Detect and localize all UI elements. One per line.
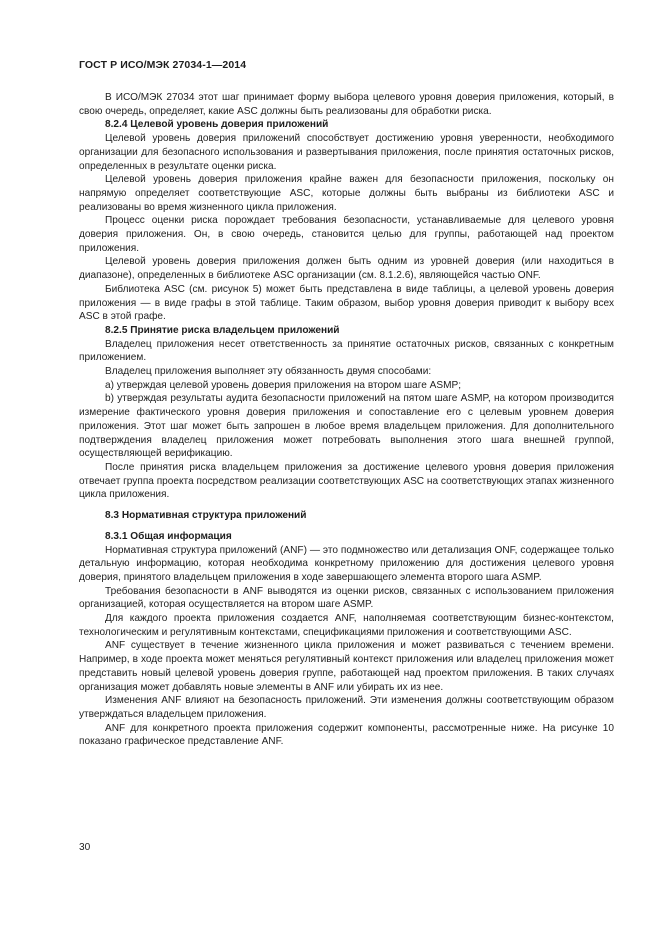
paragraph: Изменения ANF влияют на безопасность приложений. Эти изменения должны соответствующим образом утверждаться владельцем приложения. [79, 695, 614, 720]
paragraph: Для каждого проекта приложения создается ANF, наполняемая соответствующим бизнес-контекстом, технологическим и регулятивным контекстами, спецификациями приложения и соответствующими ASC. [79, 613, 614, 638]
paragraph: Целевой уровень доверия приложения крайне важен для безопасности приложения, поскольку он напрямую определяет соответствующие ASC, которые должны быть выбраны из библиотеки ASC и реализованы во время жизненного цикла приложения. [79, 174, 614, 213]
paragraph: ANF для конкретного проекта приложения содержит компоненты, рассмотренные ниже. На рисунке 10 показано графическое представление ANF. [79, 722, 614, 748]
section-heading-8-2-4: 8.2.4 Целевой уровень доверия приложений [105, 119, 329, 131]
section-heading-8-3-1: 8.3.1 Общая информация [105, 530, 232, 542]
list-item-b: b) утверждая результаты аудита безопасности приложений на пятом шаге ASMP, на котором производится измерение фактического уровня доверия приложения и сопоставление его с целевым уровнем доверия приложения. Этот шаг может быть запрошен в любое время владельцем приложения. Для дополнительного подтверждения владелец приложения может потребовать выполнения этого шага внешней группой, осуществляющей верификацию. [79, 393, 614, 460]
paragraph: Нормативная структура приложений (ANF) — это подмножество или детализация ONF, содержащее только детальную информацию, которая необходима конкретному приложению для достижения целевого уровня доверия, принятого владельцем приложения в ходе завершающего элемента второго шага ASMP. [79, 544, 614, 583]
paragraph: Владелец приложения несет ответственность за принятие остаточных рисков, связанных с конкретным приложением. [79, 338, 614, 364]
section-heading-8-3: 8.3 Нормативная структура приложений [105, 510, 307, 522]
section-heading-8-2-5: 8.2.5 Принятие риска владельцем приложений [105, 324, 340, 336]
paragraph: Целевой уровень доверия приложений способствует достижению уровня уверенности, необходимого организации для безопасного использования и развертывания приложения, после принятия остаточных рисков, определенных в результате оценки риска. [79, 133, 614, 172]
paragraph: Процесс оценки риска порождает требования безопасности, устанавливаемые для целевого уровня доверия приложения. Он, в свою очередь, становится целью для группы, работающей над проектом приложения. [79, 215, 614, 254]
paragraph: Целевой уровень доверия приложения должен быть одним из уровней доверия (или находиться в диапазоне), определенных в библиотеке ASC организации (см. 8.1.2.6), являющейся частью ONF. [79, 256, 614, 282]
paragraph: Библиотека ASC (см. рисунок 5) может быть представлена в виде таблицы, а целевой уровень доверия приложения — в виде графы в этой таблице. Таким образом, выбор уровня доверия приводит к выбору всех ASC в этой графе. [79, 283, 614, 323]
paragraph: После принятия риска владельцем приложения за достижение целевого уровня доверия приложения отвечает группа проекта посредством реализации соответствующих ASC на соответствующих этапах жизненного цикла приложения. [79, 461, 614, 501]
paragraph: Владелец приложения выполняет эту обязанность двумя способами: [105, 366, 432, 378]
page-number: 30 [79, 842, 91, 853]
document-header: ГОСТ Р ИСО/МЭК 27034-1—2014 [79, 59, 247, 71]
paragraph: Требования безопасности в ANF выводятся из оценки рисков, связанных с использованием приложения организацией, которая осуществляется на втором шаге ASMP. [79, 585, 614, 611]
document-body [79, 91, 614, 749]
paragraph: В ИСО/МЭК 27034 этот шаг принимает форму выбора целевого уровня доверия приложения, который, в свою очередь, определяет, какие ASC должны быть реализованы для обработки риска. [79, 92, 614, 117]
list-item-a: a) утверждая целевой уровень доверия приложения на втором шаге ASMP; [105, 379, 462, 391]
paragraph: ANF существует в течение жизненного цикла приложения и может развиваться с течением времени. Например, в ходе проекта может меняться регулятивный контекст приложения или владелец приложения может представить новый целевой уровень доверия группе, работающей над проектом приложения. В таких случаях организация может добавлять новые элементы в ANF или убирать их из нее. [79, 640, 614, 693]
